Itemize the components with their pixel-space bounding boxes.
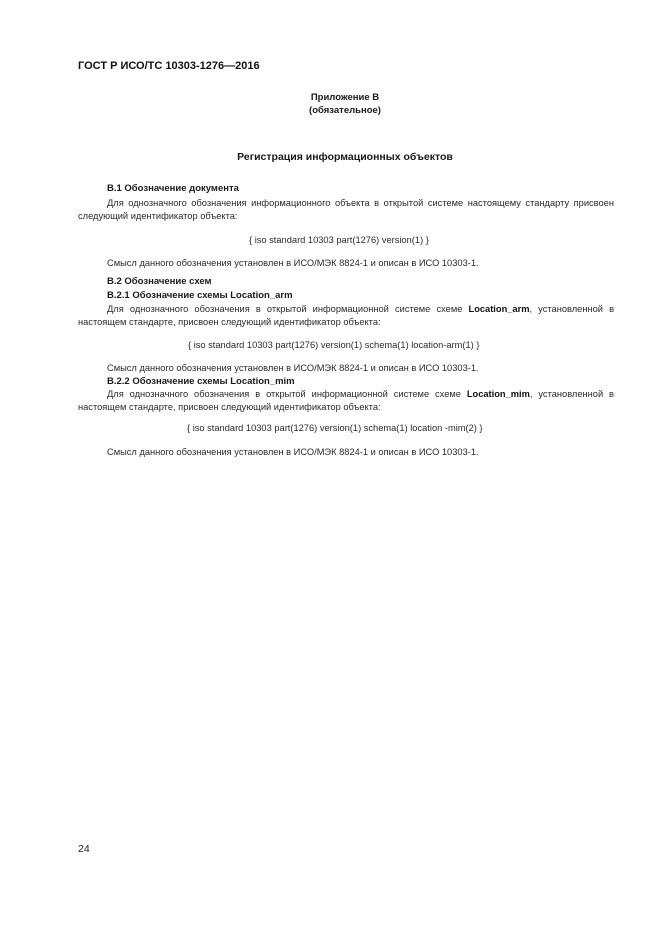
b22-text-after: , установленной в настоящем стандарте, присвоен следующий идентификатор объекта: (78, 389, 614, 412)
section-title: Регистрация информационных объектов (237, 151, 453, 163)
b2-heading: В.2 Обозначение схем (107, 276, 212, 287)
b1-identifier: { iso standard 10303 part(1276) version(1) } (249, 235, 429, 245)
b1-heading: В.1 Обозначение документа (107, 183, 239, 194)
b1-meaning: Смысл данного обозначения установлен в ИСО/МЭК 8824-1 и описан в ИСО 10303-1. (107, 258, 479, 268)
b21-text-before: Для однозначного обозначения в открытой информационной системе схеме (107, 304, 469, 314)
b21-text-after: , установленной в настоящем стандарте, присвоен следующий идентификатор объекта: (78, 304, 615, 327)
b22-schema-name: Location_mim (466, 389, 530, 399)
b22-heading: В.2.2 Обозначение схемы Location_mim (107, 376, 295, 387)
b22-meaning: Смысл данного обозначения установлен в ИСО/МЭК 8824-1 и описан в ИСО 10303-1. (107, 447, 479, 457)
b22-paragraph (78, 388, 614, 414)
b21-heading: В.2.1 Обозначение схемы Location_arm (107, 290, 293, 301)
b21-paragraph (78, 303, 614, 329)
b22-text-before: Для однозначного обозначения в открытой информационной системе схеме (107, 389, 467, 399)
b21-identifier: { iso standard 10303 part(1276) version(1) schema(1) location-arm(1) } (188, 340, 480, 350)
b1-paragraph: Для однозначного обозначения информационного объекта в открытой системе настоящему стандарту присвоен следующий идентификатор объекта: (78, 198, 614, 221)
document-header: ГОСТ Р ИСО/ТС 10303-1276—2016 (78, 60, 260, 72)
annex-title: Приложение В (310, 92, 380, 103)
annex-status: (обязательное) (309, 105, 381, 116)
b21-meaning: Смысл данного обозначения установлен в ИСО/МЭК 8824-1 и описан в ИСО 10303-1. (107, 363, 479, 373)
b21-schema-name: Location_arm (468, 304, 530, 314)
b22-identifier: { iso standard 10303 part(1276) version(1) schema(1) location -mim(2) } (187, 423, 483, 433)
page-number: 24 (78, 843, 90, 855)
